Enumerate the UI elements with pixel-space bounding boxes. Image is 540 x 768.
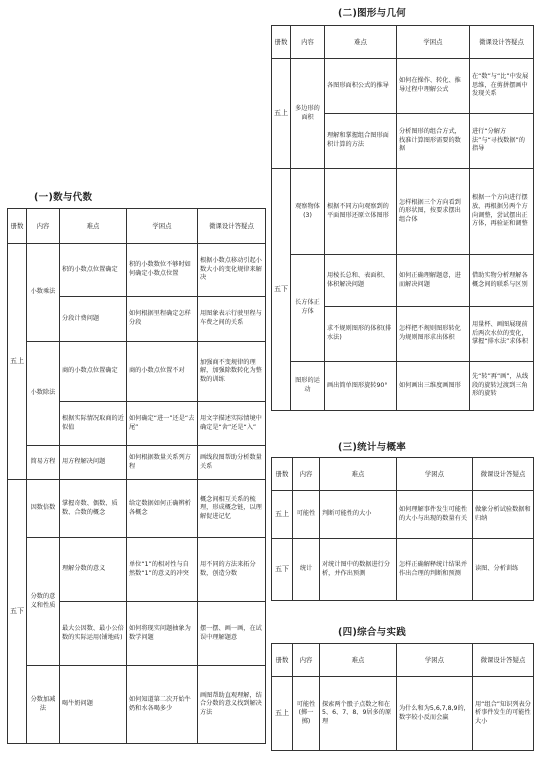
difficulty-cell: 求不规则图形的体积(排水法) <box>325 307 397 362</box>
header-learning-pain: 学困点 <box>127 209 198 244</box>
micro-cell: 加强商不变规律的理解，加强除数转化为整数的训练 <box>198 342 266 402</box>
micro-cell: 用“组合”知识列表分析事件发生的可能性大小 <box>473 677 534 751</box>
micro-cell: 根据小数点移动引起小数大小的变化规律来解决 <box>198 244 266 297</box>
header-micro-lesson: 微课设计答疑点 <box>198 209 266 244</box>
micro-cell: 用文字描述实际情境中确定是“舍”还是“入” <box>198 402 266 446</box>
table-row <box>8 342 266 402</box>
practice-table <box>271 643 534 751</box>
content-cell: 观察物体(3) <box>291 169 325 255</box>
volume-cell: 五下 <box>272 169 291 411</box>
header-content: 内容 <box>293 458 320 491</box>
pain-cell: 如何根据里程确定怎样分段 <box>127 297 198 342</box>
difficulty-cell: 判断可能性的大小 <box>320 491 397 539</box>
header-micro-lesson: 微课设计答疑点 <box>473 458 534 491</box>
content-cell: 小数乘法 <box>27 244 60 342</box>
pain-cell: 如何理解事件发生可能性的大小与出现的数量有关 <box>397 491 473 539</box>
content-cell: 因数倍数 <box>27 480 60 538</box>
volume-cell: 五上 <box>272 491 293 539</box>
header-volume: 册数 <box>272 644 293 677</box>
table-row <box>8 480 266 538</box>
difficulty-cell: 理解和掌握组合图形面积计算的方法 <box>325 114 397 169</box>
pain-cell: 给定数据如何正确辨析各概念 <box>127 480 198 538</box>
header-volume: 册数 <box>8 209 27 244</box>
table-row <box>272 169 534 255</box>
pain-cell: 怎样把不规则图形转化为规则图形求出体积 <box>397 307 470 362</box>
pain-cell: 单位“1”的相对性与自然数“1”的意义的冲突 <box>127 538 198 602</box>
micro-cell: 读图、分析训练 <box>473 539 534 601</box>
micro-cell: 画图帮助直观理解，结合分数的意义找到解决方法 <box>198 666 266 744</box>
volume-cell: 五上 <box>272 677 293 751</box>
table-row <box>272 539 534 601</box>
content-cell: 分数加减法 <box>27 666 60 744</box>
header-volume: 册数 <box>272 26 291 59</box>
difficulty-cell: 喝牛奶问题 <box>60 666 127 744</box>
micro-cell: 进行“分解方法”与“寻找数据”的指导 <box>470 114 534 169</box>
micro-cell: 用图象表示行驶里程与车费之间的关系 <box>198 297 266 342</box>
table-row <box>272 491 534 539</box>
difficulty-cell: 用棱长总和、表面积、体积解决问题 <box>325 255 397 307</box>
difficulty-cell: 对统计图中的数据进行分析，并作出预测 <box>320 539 397 601</box>
difficulty-cell: 最大公因数、最小公倍数的实际运用(铺地砖) <box>60 602 127 666</box>
table-row <box>8 538 266 602</box>
numbers-table <box>7 208 266 744</box>
micro-cell: 概念间相互关系的梳理，形成概念链，以理解促进记忆 <box>198 480 266 538</box>
content-cell: 长方体正方体 <box>291 255 325 362</box>
header-content: 内容 <box>291 26 325 59</box>
difficulty-cell: 根据实际情况取商的近似值 <box>60 402 127 446</box>
section-title-statistics: (三)统计与概率 <box>338 442 407 453</box>
statistics-table <box>271 457 534 601</box>
content-cell: 统计 <box>293 539 320 601</box>
pain-cell: 如何知道第二次开始牛奶和水各喝多少 <box>127 666 198 744</box>
micro-cell: 先“转”再“画”，从线段的旋转过渡到三角形的旋转 <box>470 362 534 411</box>
difficulty-cell: 分段计费问题 <box>60 297 127 342</box>
pain-cell: 怎样根据三个方向看到的形状图，按要求摆出组合体 <box>397 169 470 255</box>
content-cell: 可能性(掷一掷) <box>293 677 320 751</box>
header-difficulty: 难点 <box>320 644 397 677</box>
header-learning-pain: 学困点 <box>397 26 470 59</box>
table-row <box>8 446 266 480</box>
pain-cell: 分析图形的组合方式，找准计算图形需要的数据 <box>397 114 470 169</box>
header-learning-pain: 学困点 <box>397 458 473 491</box>
difficulty-cell: 商的小数点位置确定 <box>60 342 127 402</box>
difficulty-cell: 各图形面积公式的推导 <box>325 59 397 114</box>
difficulty-cell: 用方程解决问题 <box>60 446 127 480</box>
difficulty-cell: 根据不同方向观察到的平面图形还原立体图形 <box>325 169 397 255</box>
difficulty-cell: 探索两个骰子点数之和在5、6、7、8、9居多的原理 <box>320 677 397 751</box>
pain-cell: 如何在操作、转化、推导过程中理解公式 <box>397 59 470 114</box>
micro-cell: 画线段图帮助分析数量关系 <box>198 446 266 480</box>
section-title-numbers: (一)数与代数 <box>34 192 93 203</box>
difficulty-cell: 掌握奇数、偶数、质数、合数的概念 <box>60 480 127 538</box>
section-title-geometry: (二)图形与几何 <box>338 8 407 19</box>
micro-cell: 做象分析试验数据和归纳 <box>473 491 534 539</box>
pain-cell: 如何根据数量关系列方程 <box>127 446 198 480</box>
header-difficulty: 难点 <box>325 26 397 59</box>
content-cell: 简易方程 <box>27 446 60 480</box>
table-row <box>8 666 266 744</box>
content-cell: 小数除法 <box>27 342 60 446</box>
header-difficulty: 难点 <box>320 458 397 491</box>
header-content: 内容 <box>27 209 60 244</box>
micro-cell: 用量杯、画图展现前后两次水位的变化，掌握“排水法”求体积 <box>470 307 534 362</box>
volume-cell: 五下 <box>272 539 293 601</box>
pain-cell: 如何确定“进一”还是“去尾” <box>127 402 198 446</box>
micro-cell: 根据一个方向进行摆放，再根据另两个方向调整，尝试摆出正方体，再验证和调整 <box>470 169 534 255</box>
micro-cell: 用不同的方法来拓分数，创造分数 <box>198 538 266 602</box>
header-content: 内容 <box>293 644 320 677</box>
table-row <box>272 362 534 411</box>
micro-cell: 在“数”与“比”中发展思维，在剪拼摆画中发现关系 <box>470 59 534 114</box>
content-cell: 多边形的面积 <box>291 59 325 169</box>
geometry-table <box>271 25 534 411</box>
header-learning-pain: 学困点 <box>397 644 473 677</box>
micro-cell: 借助实物分析理解各概念间的联系与区别 <box>470 255 534 307</box>
header-difficulty: 难点 <box>60 209 127 244</box>
table-row <box>272 255 534 307</box>
pain-cell: 为什么和为5,6,7,8,9的，数字较小反而会赢 <box>397 677 473 751</box>
content-cell: 图形的运动 <box>291 362 325 411</box>
volume-cell: 五上 <box>272 59 291 169</box>
volume-cell: 五下 <box>8 480 27 744</box>
difficulty-cell: 理解分数的意义 <box>60 538 127 602</box>
header-micro-lesson: 微课设计答疑点 <box>470 26 534 59</box>
section-title-practice: (四)综合与实践 <box>338 627 407 638</box>
content-cell: 分数的意义和性质 <box>27 538 60 666</box>
pain-cell: 商的小数点位置不对 <box>127 342 198 402</box>
volume-cell: 五上 <box>8 244 27 480</box>
pain-cell: 如何正确理解题意，进而解决问题 <box>397 255 470 307</box>
difficulty-cell: 积的小数点位置确定 <box>60 244 127 297</box>
header-volume: 册数 <box>272 458 293 491</box>
difficulty-cell: 画出简单图形旋转90° <box>325 362 397 411</box>
table-row <box>272 677 534 751</box>
pain-cell: 怎样正确解释统计结果并作出合理的判断和预测 <box>397 539 473 601</box>
table-row <box>8 244 266 297</box>
content-cell: 可能性 <box>293 491 320 539</box>
micro-cell: 摆一摆、画一画，在试误中理解题意 <box>198 602 266 666</box>
pain-cell: 如何将现实问题抽象为数学问题 <box>127 602 198 666</box>
table-row <box>272 59 534 114</box>
pain-cell: 积的小数数位不够时如何确定小数点位置 <box>127 244 198 297</box>
header-micro-lesson: 微课设计答疑点 <box>473 644 534 677</box>
pain-cell: 如何画出三维度画图形 <box>397 362 470 411</box>
